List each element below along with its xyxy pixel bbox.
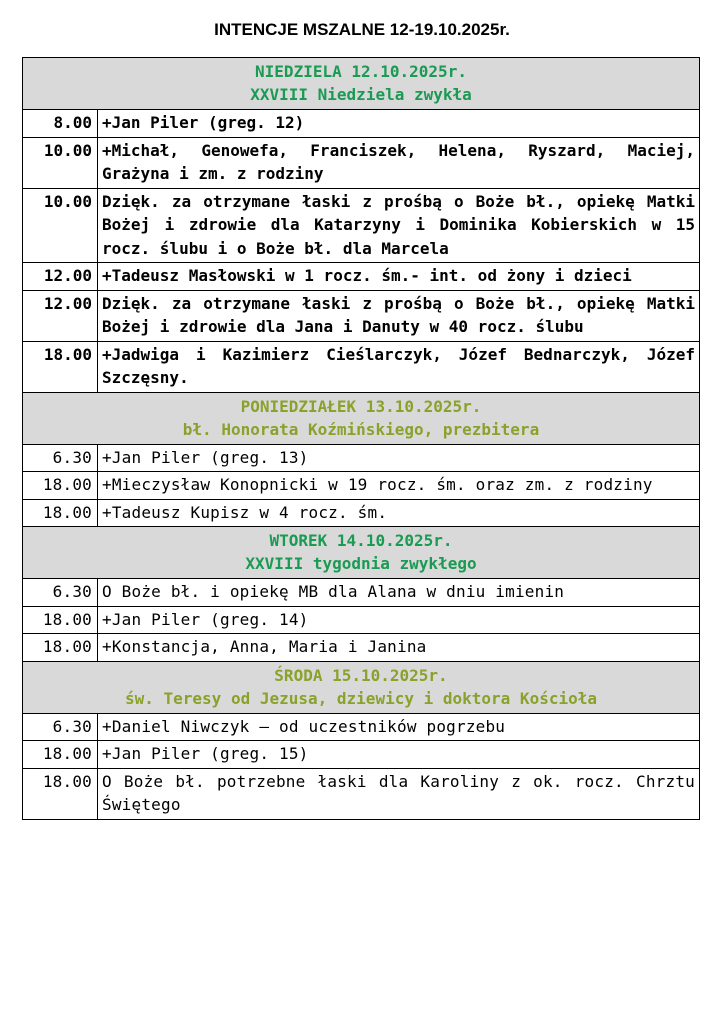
day-feast: bł. Honorata Koźmińskiego, prezbitera	[182, 419, 540, 439]
mass-intention: +Tadeusz Kupisz w 4 rocz. śm.	[98, 499, 700, 527]
mass-time: 8.00	[23, 110, 98, 138]
mass-row	[23, 499, 700, 527]
day-feast: XXVIII tygodnia zwykłego	[245, 554, 477, 573]
mass-time: 18.00	[23, 606, 98, 634]
mass-intention: +Jan Piler (greg. 15)	[98, 741, 700, 769]
mass-time: 10.00	[23, 188, 98, 263]
mass-row	[23, 472, 700, 500]
mass-time: 18.00	[23, 341, 98, 392]
mass-row	[23, 290, 700, 341]
mass-time: 18.00	[23, 499, 98, 527]
mass-time: 18.00	[23, 741, 98, 769]
mass-time: 6.30	[23, 444, 98, 472]
mass-intention: O Boże bł. i opiekę MB dla Alana w dniu imienin	[98, 579, 700, 607]
mass-row	[23, 579, 700, 607]
mass-row	[23, 768, 700, 819]
day-date: WTOREK 14.10.2025r.	[269, 531, 453, 550]
day-header-monday	[23, 392, 700, 444]
mass-intention: +Konstancja, Anna, Maria i Janina	[98, 634, 700, 662]
mass-row	[23, 713, 700, 741]
mass-row	[23, 188, 700, 263]
mass-intention: +Jan Piler (greg. 13)	[98, 444, 700, 472]
mass-intention: +Daniel Niwczyk – od uczestników pogrzebu	[98, 713, 700, 741]
mass-row	[23, 444, 700, 472]
mass-intention: +Mieczysław Konopnicki w 19 rocz. śm. oraz zm. z rodziny	[98, 472, 700, 500]
mass-row	[23, 110, 700, 138]
mass-time: 12.00	[23, 290, 98, 341]
page-title: INTENCJE MSZALNE 12-19.10.2025r.	[214, 20, 510, 39]
mass-intention: +Jan Piler (greg. 12)	[98, 110, 700, 138]
mass-time: 18.00	[23, 768, 98, 819]
mass-intention: +Michał, Genowefa, Franciszek, Helena, Ryszard, Maciej, Grażyna i zm. z rodziny	[98, 137, 700, 188]
mass-time: 18.00	[23, 472, 98, 500]
day-header-wednesday	[23, 661, 700, 713]
mass-row	[23, 634, 700, 662]
mass-time: 12.00	[23, 263, 98, 291]
mass-row	[23, 606, 700, 634]
day-header-tuesday	[23, 527, 700, 579]
mass-row	[23, 341, 700, 392]
day-date: PONIEDZIAŁEK 13.10.2025r.	[240, 396, 482, 416]
mass-intention: +Tadeusz Masłowski w 1 rocz. śm.- int. od żony i dzieci	[98, 263, 700, 291]
day-date: NIEDZIELA 12.10.2025r.	[255, 62, 467, 81]
day-feast: XXVIII Niedziela zwykła	[250, 85, 472, 104]
mass-time: 6.30	[23, 713, 98, 741]
mass-intentions-table	[22, 57, 700, 820]
day-date: ŚRODA 15.10.2025r.	[274, 665, 448, 685]
mass-row	[23, 137, 700, 188]
mass-intention: +Jadwiga i Kazimierz Cieślarczyk, Józef Bednarczyk, Józef Szczęsny.	[98, 341, 700, 392]
mass-time: 18.00	[23, 634, 98, 662]
mass-row	[23, 263, 700, 291]
mass-time: 10.00	[23, 137, 98, 188]
mass-intention: +Jan Piler (greg. 14)	[98, 606, 700, 634]
mass-time: 6.30	[23, 579, 98, 607]
day-header-sunday	[23, 58, 700, 110]
day-feast: św. Teresy od Jezusa, dziewicy i doktora Kościoła	[124, 688, 597, 708]
mass-intention: Dzięk. za otrzymane łaski z prośbą o Boże bł., opiekę Matki Bożej i zdrowie dla Katarzyny i Dominika Kobierskich w 15 rocz. ślubu i o Boże bł. dla Marcela	[98, 188, 700, 263]
mass-intention: Dzięk. za otrzymane łaski z prośbą o Boże bł., opiekę Matki Bożej i zdrowie dla Jana i Danuty w 40 rocz. ślubu	[98, 290, 700, 341]
mass-intention: O Boże bł. potrzebne łaski dla Karoliny z ok. rocz. Chrztu Świętego	[98, 768, 700, 819]
mass-row	[23, 741, 700, 769]
